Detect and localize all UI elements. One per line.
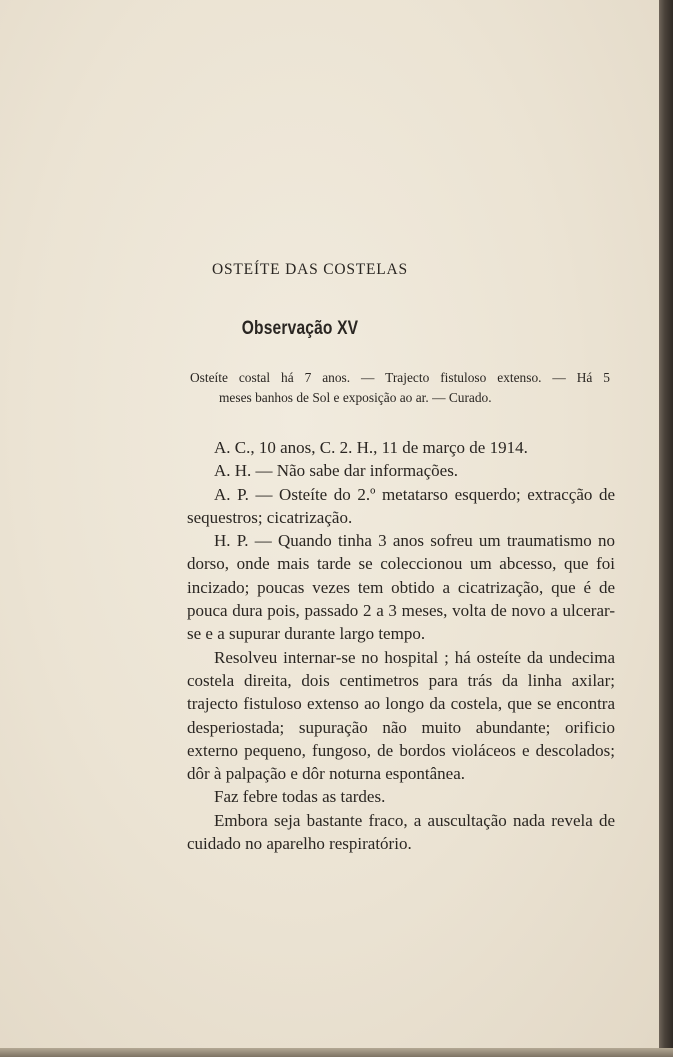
case-body — [187, 436, 615, 855]
book-spine-edge — [659, 0, 673, 1057]
case-summary — [190, 368, 610, 408]
paragraph-examination: Resolveu internar-se no hospital ; há osteíte da undecima costela direita, dois centimetros para trás da linha axilar; trajecto fistuloso extenso ao longo da costela, que se encontra desperiostada; supuração não muito abundante; orificio externo pequeno, fungoso, de bordos violáceos e descolados; dôr à palpação e dôr noturna espontânea. — [187, 647, 615, 784]
page-bottom-edge — [0, 1048, 673, 1057]
paragraph-family-history: A. H. — Não sabe dar informações. — [214, 461, 459, 481]
running-head: OSTEÍTE DAS COSTELAS — [212, 261, 408, 278]
paragraph-identification: A. C., 10 anos, C. 2. H., 11 de março de 1914. — [214, 438, 528, 457]
observation-title: Observação XV — [241, 318, 359, 339]
paragraph-past-history: A. P. — Osteíte do 2.º metatarso esquerdo; extracção de sequestros; cicatrização. — [187, 484, 615, 527]
summary-line-2: meses banhos de Sol e exposição ao ar. — Curado. — [219, 390, 492, 405]
summary-line-1: Osteíte costal há 7 anos. — Trajecto fistuloso extenso. — Há 5 — [190, 370, 610, 385]
paragraph-fever: Faz febre todas as tardes. — [214, 787, 386, 807]
paragraph-present-history: H. P. — Quando tinha 3 anos sofreu um traumatismo no dorso, onde mais tarde se coleccionou um abcesso, que foi incizado; poucas vezes tem obtido a cicatrização, que é de pouca dura pois, passado 2 a 3 meses, volta de novo a ulcerar-se e a supurar durante largo tempo. — [187, 531, 615, 644]
paragraph-auscultation: Embora seja bastante fraco, a auscultação nada revela de cuidado no aparelho respiratório. — [187, 810, 615, 854]
